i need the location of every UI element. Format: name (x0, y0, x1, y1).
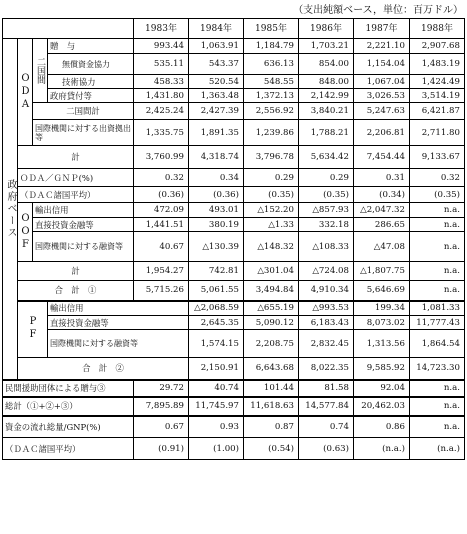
cell: 742.81 (189, 262, 244, 281)
row-label: 国際機関に対する融資等 (33, 232, 134, 262)
cell: 535.11 (134, 54, 189, 75)
cell: 0.31 (354, 169, 410, 187)
row-label: 計 (18, 262, 134, 281)
cell: 5,061.55 (189, 281, 244, 301)
row-bilateral-total (3, 103, 465, 120)
cell: 848.00 (299, 75, 354, 89)
cell: 199.34 (354, 301, 410, 316)
header-row (3, 19, 465, 39)
cell: △857.93 (299, 203, 354, 218)
cell: 1,483.19 (410, 54, 465, 75)
cell: △1.33 (244, 218, 299, 232)
cell: 3,760.99 (134, 146, 189, 169)
row-oof-intl (3, 232, 465, 262)
cell: 3,796.78 (244, 146, 299, 169)
cell: 1,954.27 (134, 262, 189, 281)
row-private-grant (3, 380, 465, 397)
cell: △301.04 (244, 262, 299, 281)
cell: 40.67 (134, 232, 189, 262)
row-label: 贈 与 (48, 39, 134, 54)
cell: 3,840.21 (299, 103, 354, 120)
cell: 1,424.49 (410, 75, 465, 89)
cell: 81.58 (299, 380, 354, 397)
cell: 1,081.33 (410, 301, 465, 316)
cell: 11,745.97 (189, 397, 244, 416)
cell: 0.32 (410, 169, 465, 187)
cell: 1,239.86 (244, 120, 299, 146)
cell: 11,618.63 (244, 397, 299, 416)
cell: 29.72 (134, 380, 189, 397)
cell: 6,183.43 (299, 316, 354, 330)
cell: 332.18 (299, 218, 354, 232)
cell: 472.09 (134, 203, 189, 218)
cell: (0.35) (299, 187, 354, 203)
cell: 4,910.34 (299, 281, 354, 301)
cell: △2,068.59 (189, 301, 244, 316)
cell: 0.29 (244, 169, 299, 187)
row-label: 合 計 ② (18, 358, 189, 380)
row-intl-org (3, 120, 465, 146)
cell: 286.65 (354, 218, 410, 232)
cell: (0.36) (134, 187, 189, 203)
row-tech (3, 75, 465, 89)
year-header: 1983年 (134, 19, 189, 39)
cell: 1,431.80 (134, 89, 189, 103)
row-gov-loans (3, 89, 465, 103)
year-header: 1984年 (189, 19, 244, 39)
row-pf-intl (3, 330, 465, 358)
cell: 9,585.92 (354, 358, 410, 380)
oda-label: ODA (18, 39, 33, 146)
cell: 14,577.84 (299, 397, 354, 416)
cell: 458.33 (134, 75, 189, 89)
cell: 2,556.92 (244, 103, 299, 120)
cell: 2,221.10 (354, 39, 410, 54)
row-flow-gnp (3, 416, 465, 438)
cell: 5,715.26 (134, 281, 189, 301)
cell: (0.35) (244, 187, 299, 203)
cell: 40.74 (189, 380, 244, 397)
row-grant-aid (3, 54, 465, 75)
cell: 5,247.63 (354, 103, 410, 120)
cell: 1,067.04 (354, 75, 410, 89)
row-label: 総計（①+②+③） (3, 397, 134, 416)
cell: △47.08 (354, 232, 410, 262)
cell: 1,703.21 (299, 39, 354, 54)
row-subtotal2 (3, 358, 465, 380)
cell: n.a. (410, 397, 465, 416)
pf-label: PF (18, 301, 48, 358)
cell: 2,427.39 (189, 103, 244, 120)
cell: 4,318.74 (189, 146, 244, 169)
cell: △655.19 (244, 301, 299, 316)
cell: △1,807.75 (354, 262, 410, 281)
row-label: 二国間計 (33, 103, 134, 120)
cell: 101.44 (244, 380, 299, 397)
cell: (n.a.) (410, 438, 465, 460)
row-label: （ＤＡＣ諸国平均） (18, 187, 134, 203)
row-label: 合 計 ① (18, 281, 134, 301)
row-label: 無償資金協力 (48, 54, 134, 75)
cell: 0.67 (134, 416, 189, 438)
row-label: 政府貸付等 (48, 89, 134, 103)
cell: 11,777.43 (410, 316, 465, 330)
cell: 0.32 (134, 169, 189, 187)
cell: 20,462.03 (354, 397, 410, 416)
cell: 2,907.68 (410, 39, 465, 54)
cell: 636.13 (244, 54, 299, 75)
cell: 0.34 (189, 169, 244, 187)
row-label: 国際機関に対する出資拠出等 (33, 120, 134, 146)
cell: 3,514.19 (410, 89, 465, 103)
cell: n.a. (410, 218, 465, 232)
row-label: 国際機関に対する融資等 (48, 330, 189, 358)
cell: n.a. (410, 232, 465, 262)
unit-caption: （支出純額ベース，単位：百万ドル） (293, 5, 463, 16)
cell: 1,441.51 (134, 218, 189, 232)
cell: 1,891.35 (189, 120, 244, 146)
cell: 92.04 (354, 380, 410, 397)
cell: △993.53 (299, 301, 354, 316)
cell: 0.29 (299, 169, 354, 187)
cell: 8,022.35 (299, 358, 354, 380)
cell: 0.74 (299, 416, 354, 438)
cell: 3,494.84 (244, 281, 299, 301)
cell: 5,634.42 (299, 146, 354, 169)
cell: n.a. (410, 262, 465, 281)
cell: 2,425.24 (134, 103, 189, 120)
cell: 2,645.35 (189, 316, 244, 330)
cell: 2,208.75 (244, 330, 299, 358)
cell: 993.44 (134, 39, 189, 54)
cell: △130.39 (189, 232, 244, 262)
oof-label: OOF (18, 203, 33, 262)
row-grant (3, 39, 465, 54)
cell: 0.86 (354, 416, 410, 438)
cell: 7,895.89 (134, 397, 189, 416)
row-subtotal1 (3, 281, 465, 301)
cell: 3,026.53 (354, 89, 410, 103)
cell: n.a. (410, 380, 465, 397)
cell: 1,313.56 (354, 330, 410, 358)
cell: 543.37 (189, 54, 244, 75)
cell: 1,335.75 (134, 120, 189, 146)
cell: 548.55 (244, 75, 299, 89)
row-label: 技術協力 (48, 75, 134, 89)
row-oof-direct (3, 218, 465, 232)
cell: (1.00) (189, 438, 244, 460)
cell: n.a. (410, 416, 465, 438)
cell: △724.08 (299, 262, 354, 281)
row-label: （ＤＡＣ諸国平均） (3, 438, 134, 460)
cell: 2,832.45 (299, 330, 354, 358)
cell: △2,047.32 (354, 203, 410, 218)
row-oof-export (3, 203, 465, 218)
row-label: 直接投資金融等 (33, 218, 134, 232)
row-label: 民間援助団体による贈与③ (3, 380, 134, 397)
row-dac-avg (3, 187, 465, 203)
cell: 1,574.15 (189, 330, 244, 358)
cell: (0.91) (134, 438, 189, 460)
cell: 2,711.80 (410, 120, 465, 146)
cell: 1,063.91 (189, 39, 244, 54)
cell: n.a. (410, 281, 465, 301)
header-blank (3, 19, 134, 39)
row-oof-total (3, 262, 465, 281)
cell: (0.54) (244, 438, 299, 460)
gov-base-label: 政府ベース (3, 39, 18, 380)
cell: 1,864.54 (410, 330, 465, 358)
cell: 854.00 (299, 54, 354, 75)
row-label: 計 (18, 146, 134, 169)
cell: 7,454.44 (354, 146, 410, 169)
cell: 5,646.69 (354, 281, 410, 301)
cell: 2,142.99 (299, 89, 354, 103)
bilateral-label: 二国間 (33, 39, 48, 103)
cell: 8,073.02 (354, 316, 410, 330)
cell: 1,788.21 (299, 120, 354, 146)
cell: 6,643.68 (244, 358, 299, 380)
cell: 9,133.67 (410, 146, 465, 169)
cell: 6,421.87 (410, 103, 465, 120)
row-oda-total (3, 146, 465, 169)
cell: 5,090.12 (244, 316, 299, 330)
row-grand-total (3, 397, 465, 416)
cell: (0.35) (410, 187, 465, 203)
cell: 380.19 (189, 218, 244, 232)
row-label: 輸出信用 (33, 203, 134, 218)
row-label: 資金の流れ総量/GNP(%) (3, 416, 134, 438)
row-label: 直接投資金融等 (48, 316, 189, 330)
cell: 1,372.13 (244, 89, 299, 103)
year-header: 1987年 (354, 19, 410, 39)
cell: △108.33 (299, 232, 354, 262)
cell: △148.32 (244, 232, 299, 262)
cell: 2,150.91 (189, 358, 244, 380)
flow-table (2, 18, 465, 460)
cell: 1,363.48 (189, 89, 244, 103)
row-label: ＯＤＡ／ＧＮＰ(%) (18, 169, 134, 187)
row-dac-avg2 (3, 438, 465, 460)
cell: △152.20 (244, 203, 299, 218)
cell: (0.36) (189, 187, 244, 203)
cell: 493.01 (189, 203, 244, 218)
cell: 0.93 (189, 416, 244, 438)
row-pf-direct (3, 316, 465, 330)
cell: 2,206.81 (354, 120, 410, 146)
cell: n.a. (410, 203, 465, 218)
cell: 1,184.79 (244, 39, 299, 54)
cell: 0.87 (244, 416, 299, 438)
year-header: 1986年 (299, 19, 354, 39)
cell: (0.34) (354, 187, 410, 203)
cell: 1,154.04 (354, 54, 410, 75)
row-pf-export (3, 301, 465, 316)
row-label: 輸出信用 (48, 301, 189, 316)
cell: (n.a.) (354, 438, 410, 460)
row-oda-gnp (3, 169, 465, 187)
cell: (0.63) (299, 438, 354, 460)
cell: 14,723.30 (410, 358, 465, 380)
year-header: 1988年 (410, 19, 465, 39)
year-header: 1985年 (244, 19, 299, 39)
cell: 520.54 (189, 75, 244, 89)
